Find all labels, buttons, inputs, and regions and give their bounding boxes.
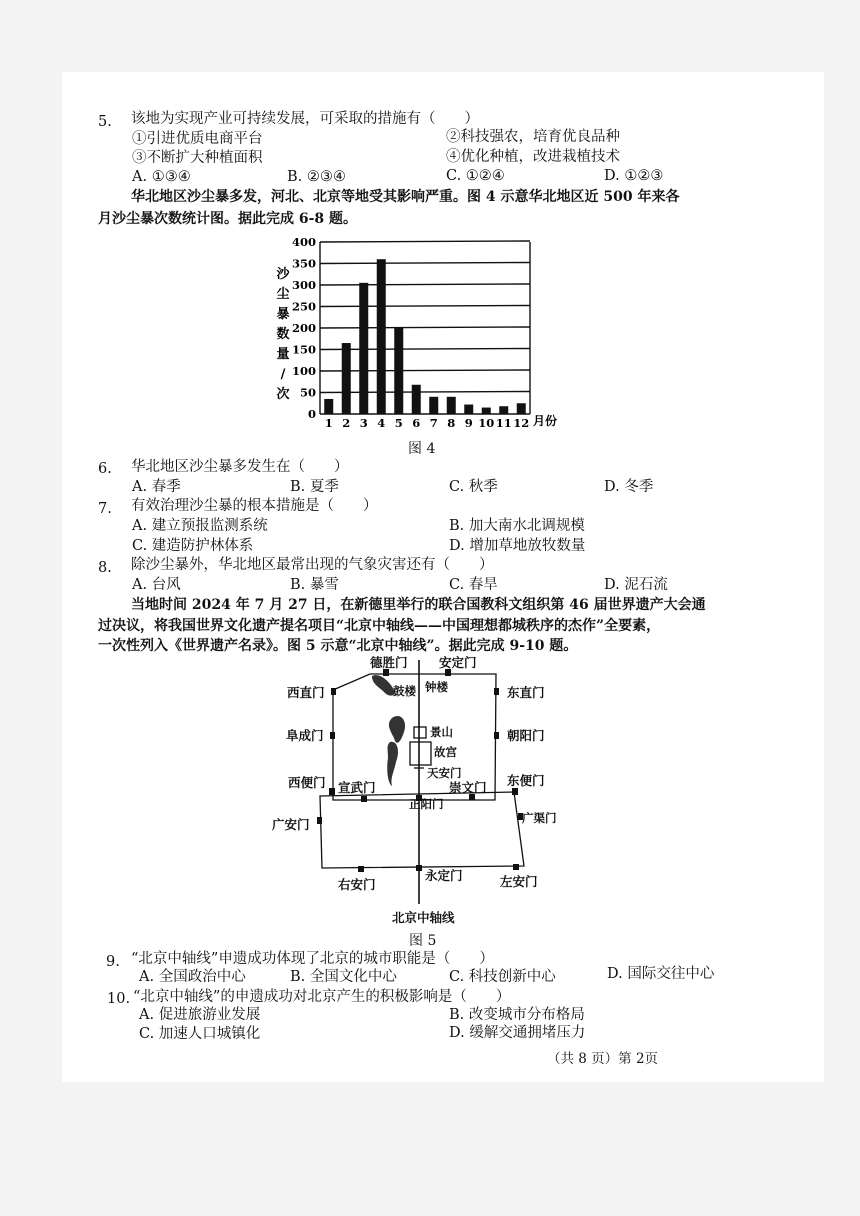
y-tick-label: 50 [299, 385, 316, 400]
gate-andingmen: 安定门 [439, 655, 477, 670]
q6-option-a: A. 春季 [132, 479, 181, 495]
jingshan-box [414, 727, 426, 738]
intro-9-10-line-3: 一次性列入《世界遗产名录》。图 5 示意“北京中轴线”。据此完成 9-10 题。 [98, 638, 578, 654]
y-axis-label-char: 尘 [276, 287, 290, 302]
gate-yongdingmen: 永定门 [425, 868, 463, 883]
y-axis-label-char: 量 [276, 347, 290, 362]
x-axis-label: 月份 [533, 414, 558, 428]
q9-option-a: A. 全国政治中心 [139, 969, 246, 985]
landmark-zhonglou: 钟楼 [425, 680, 448, 694]
gate-fuchengmen: 阜成门 [286, 728, 324, 743]
q9-option-c: C. 科技创新中心 [449, 969, 556, 985]
q7-option-a: A. 建立预报监测系统 [132, 518, 268, 534]
page-footer: （共 8 页）第 2页 [547, 1051, 659, 1067]
q8-option-a: A. 台风 [132, 577, 181, 593]
q8-stem: 除沙尘暴外，华北地区最常出现的气象灾害还有（ ） [131, 557, 494, 573]
y-tick-label: 100 [291, 364, 316, 378]
gate-dongbianmen: 东便门 [507, 773, 545, 788]
gate-xibianmen: 西便门 [288, 775, 326, 790]
gate-xizhimen: 西直门 [287, 685, 325, 700]
gate-xuanwumen: 宣武门 [338, 780, 376, 795]
beihai-lake [389, 716, 405, 743]
x-tick-label: 7 [429, 416, 438, 430]
q8-number: 8. [98, 560, 112, 576]
x-tick-label: 3 [359, 416, 368, 430]
gate-guanganmen: 广安门 [272, 817, 310, 832]
y-tick-label: 150 [291, 342, 316, 357]
gate-youanmen: 右安门 [338, 877, 376, 892]
q5-option-a: A. ①③④ [132, 169, 191, 185]
y-axis-label-char: 数 [276, 327, 290, 342]
q8-option-b: B. 暴雪 [290, 577, 339, 593]
x-tick-label: 6 [412, 416, 421, 430]
intro-9-10-line-1: 当地时间 2024 年 7 月 27 日，在新德里举行的联合国教科文组织第 46 届世界遗产大会通 [131, 597, 706, 613]
y-tick-label: 350 [291, 256, 316, 271]
y-tick-label: 250 [291, 299, 316, 314]
q5-stem: 该地为实现产业可持续发展，可采取的措施有（ ） [131, 111, 479, 127]
landmark-gulou: 鼓楼 [393, 684, 416, 698]
q6-stem: 华北地区沙尘暴多发生在（ ） [131, 459, 349, 475]
landmark-gugong: 故宫 [434, 745, 457, 759]
q7-option-d: D. 增加草地放牧数量 [449, 538, 586, 554]
gate-deshengmen: 德胜门 [370, 655, 408, 670]
q5-option-d: D. ①②③ [604, 168, 664, 184]
y-tick-label: 0 [307, 407, 316, 421]
intro-6-8-line-1: 华北地区沙尘暴多发，河北、北京等地受其影响严重。图 4 示意华北地区近 500 年来各 [131, 189, 680, 205]
x-tick-label: 5 [394, 416, 403, 430]
q10-option-a: A. 促进旅游业发展 [139, 1007, 261, 1023]
q7-option-c: C. 建造防护林体系 [132, 538, 254, 554]
gate-dongzhimen: 东直门 [507, 685, 545, 700]
q5-item-4: ④优化种植，改进栽植技术 [446, 149, 620, 165]
q6-option-d: D. 冬季 [604, 479, 654, 495]
gate-zuoanmen: 左安门 [500, 874, 538, 889]
y-tick-label: 400 [291, 235, 316, 249]
q7-option-b: B. 加大南水北调规模 [449, 518, 585, 534]
q5-option-c: C. ①②④ [446, 168, 505, 184]
y-axis-label-char: / [280, 367, 286, 382]
gate-guangqumen: 广渠门 [522, 811, 557, 825]
q5-item-3: ③不断扩大种植面积 [132, 150, 263, 166]
y-tick-label: 300 [291, 278, 316, 292]
q10-option-d: D. 缓解交通拥堵压力 [449, 1025, 586, 1041]
q5-option-b: B. ②③④ [287, 169, 346, 185]
q6-number: 6. [98, 461, 112, 477]
q9-option-b: B. 全国文化中心 [290, 969, 397, 985]
y-tick-label: 200 [291, 321, 316, 335]
q7-stem: 有效治理沙尘暴的根本措施是（ ） [131, 498, 378, 514]
gate-zhengyangmen: 正阳门 [409, 797, 444, 811]
q9-number: 9. [106, 954, 120, 970]
central-axis-label: 北京中轴线 [392, 910, 455, 925]
q9-option-d: D. 国际交往中心 [607, 966, 715, 982]
figure-5-caption: 图 5 [409, 933, 437, 949]
x-tick-label: 11 [495, 416, 512, 430]
gugong-box [410, 742, 431, 765]
gate-chongwenmen: 崇文门 [449, 780, 487, 795]
x-tick-label: 9 [464, 416, 473, 430]
y-axis-label-char: 沙 [276, 267, 290, 282]
landmark-tiananmen: 天安门 [427, 766, 462, 780]
intro-6-8-line-2: 月沙尘暴次数统计图。据此完成 6-8 题。 [98, 211, 358, 227]
q10-option-c: C. 加速人口城镇化 [139, 1026, 261, 1042]
q5-item-2: ②科技强农，培育优良品种 [446, 129, 620, 145]
x-tick-label: 4 [377, 416, 386, 430]
gate-chaoyangmen: 朝阳门 [507, 728, 545, 743]
q5-number: 5. [98, 114, 112, 130]
x-tick-label: 12 [513, 416, 530, 430]
intro-9-10-line-2: 过决议，将我国世界文化遗产提名项目“北京中轴线——中国理想都城秩序的杰作”全要素， [98, 618, 661, 634]
landmark-jingshan: 景山 [430, 725, 453, 739]
q8-option-c: C. 春旱 [449, 577, 498, 593]
q10-stem: “北京中轴线”的申遗成功对北京产生的积极影响是（ ） [133, 989, 511, 1005]
q8-option-d: D. 泥石流 [604, 577, 668, 593]
q5-item-1: ①引进优质电商平台 [132, 131, 263, 147]
y-axis-label-char: 暴 [276, 307, 290, 322]
q9-stem: “北京中轴线”申遗成功体现了北京的城市职能是（ ） [131, 951, 494, 967]
y-axis-label-char: 次 [276, 387, 290, 402]
figure-4-caption: 图 4 [408, 441, 436, 457]
x-tick-label: 1 [324, 416, 333, 430]
x-tick-label: 2 [342, 416, 351, 430]
q7-number: 7. [98, 501, 112, 517]
x-tick-label: 10 [478, 416, 495, 430]
q10-option-b: B. 改变城市分布格局 [449, 1007, 585, 1023]
shichahai-lake [372, 675, 395, 696]
q6-option-b: B. 夏季 [290, 479, 339, 495]
zhongnanhai-lake [387, 742, 398, 786]
q6-option-c: C. 秋季 [449, 479, 498, 495]
q10-number: 10. [107, 991, 131, 1007]
x-tick-label: 8 [447, 416, 456, 430]
